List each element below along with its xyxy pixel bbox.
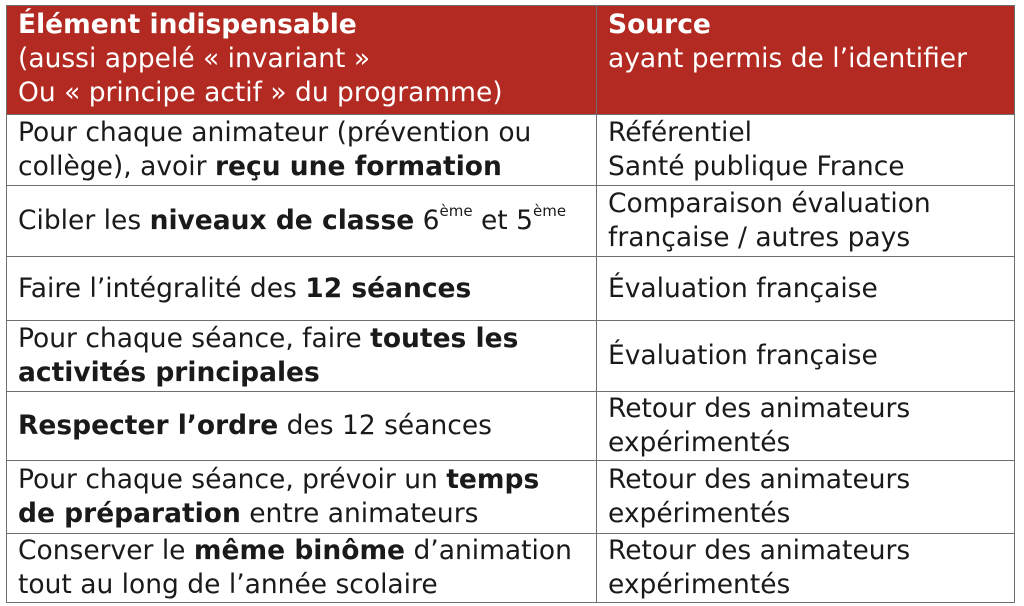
table-row [7,115,1015,186]
header-source-title: Source [608,9,711,40]
element-text: Conserver le [18,535,194,566]
source-text: française / autres pays [608,222,911,253]
source-text: Santé publique France [608,151,905,182]
table-row [7,461,1015,534]
header-element [7,6,597,115]
element-cell [7,321,597,392]
header-element-subtitle-2: Ou « principe actif » du programme) [18,77,503,108]
element-emphasis: temps [446,464,540,495]
element-emphasis: toutes les [370,323,519,354]
element-cell [7,186,597,257]
element-cell [7,534,597,603]
source-text: Référentiel [608,117,752,148]
element-emphasis: niveaux de classe [149,205,415,236]
source-cell [597,257,1015,321]
source-text: expérimentés [608,498,791,529]
table-row [7,321,1015,392]
superscript: ème [439,202,473,220]
element-cell [7,115,597,186]
source-cell [597,115,1015,186]
element-emphasis: 12 séances [305,272,472,304]
element-text: entre animateurs [240,498,479,529]
table-header-row [7,6,1015,115]
element-text: des 12 séances [278,410,492,441]
header-element-title: Élément indispensable [18,9,357,40]
element-cell [7,392,597,461]
source-cell [597,392,1015,461]
source-text: Retour des animateurs [608,464,911,495]
element-text: et 5 [472,205,533,236]
source-cell [597,321,1015,392]
source-cell [597,186,1015,257]
source-text: Évaluation française [608,272,878,304]
element-cell [7,257,597,321]
element-emphasis: Respecter l’ordre [18,410,279,441]
element-emphasis: même binôme [193,535,406,566]
source-text: Retour des animateurs [608,393,911,424]
source-text: Retour des animateurs [608,535,911,566]
element-text: d’animation [405,535,572,566]
table-row [7,534,1015,603]
element-text: Cibler les [18,205,150,236]
source-cell [597,461,1015,534]
table-row [7,257,1015,321]
source-text: expérimentés [608,569,791,600]
superscript: ème [532,202,567,220]
element-text: 6 [414,205,440,236]
source-text: Comparaison évaluation [608,188,931,219]
element-text: tout au long de l’année scolaire [18,569,438,600]
table-row [7,392,1015,461]
table-row [7,186,1015,257]
header-element-subtitle-1: (aussi appelé « invariant » [18,43,371,74]
element-emphasis: reçu une formation [214,151,502,182]
invariants-table [6,5,1015,603]
element-text: Faire l’intégralité des [18,272,306,304]
element-text: Pour chaque séance, faire [18,323,371,354]
element-text: collège), avoir [18,151,215,182]
header-source-subtitle: ayant permis de l’identifier [608,43,967,74]
element-emphasis: de préparation [18,498,241,529]
element-emphasis: activités principales [18,357,320,388]
element-cell [7,461,597,534]
source-text: expérimentés [608,427,791,458]
element-text: Pour chaque séance, prévoir un [18,464,447,495]
source-cell [597,534,1015,603]
header-source [597,6,1015,115]
source-text: Évaluation française [608,340,878,371]
element-text: Pour chaque animateur (prévention ou [18,117,532,148]
